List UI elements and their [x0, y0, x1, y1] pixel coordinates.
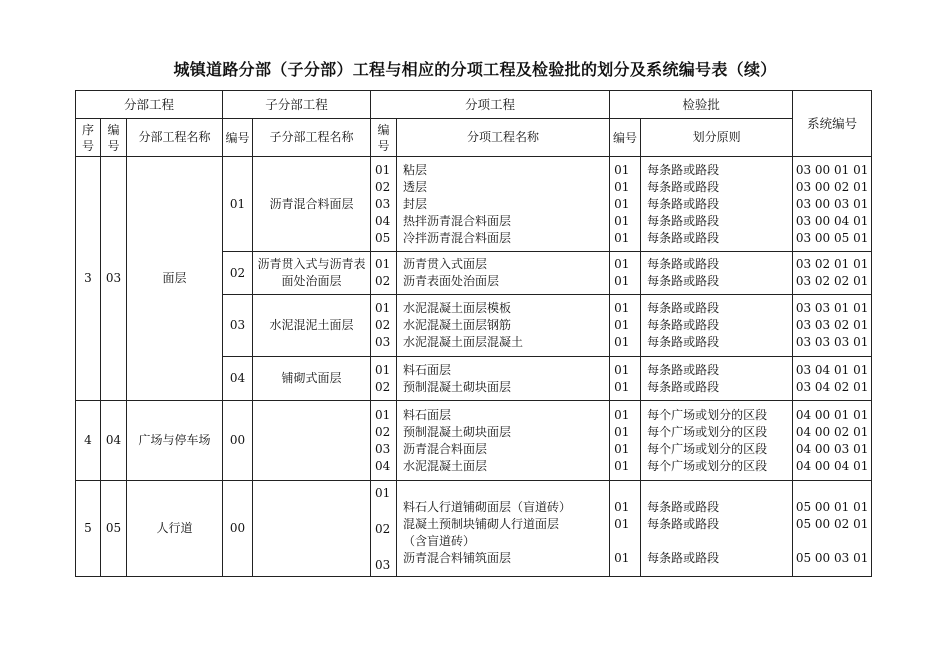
header-num1: 编号 — [101, 119, 127, 157]
batch-principles: 每条路或路段 每条路或路段 每条路或路段 — [641, 481, 793, 577]
item-codes: 01 02 — [371, 357, 397, 401]
table-row — [76, 157, 872, 252]
item-codes: 01 02 03 04 — [371, 401, 397, 481]
item-names: 料石人行道铺砌面层（盲道砖） 混凝土预制块铺砌人行道面层 （含盲道砖） 沥青混合料铺筑面层 — [397, 481, 610, 577]
subdivision-code: 02 — [223, 252, 253, 295]
item-names: 沥青贯入式面层 沥青表面处治面层 — [397, 252, 610, 295]
division-name: 广场与停车场 — [127, 401, 223, 481]
batch-codes: 01 01 01 01 01 — [610, 157, 641, 252]
subdivision-code: 00 — [223, 481, 253, 577]
division-seq: 4 — [76, 401, 101, 481]
batch-principles: 每条路或路段 每条路或路段 每条路或路段 — [641, 295, 793, 357]
subdivision-name — [253, 401, 371, 481]
item-codes: 01 02 03 — [371, 295, 397, 357]
subdivision-code: 01 — [223, 157, 253, 252]
item-codes: 01 02 03 — [371, 481, 397, 577]
batch-codes: 01 01 01 — [610, 481, 641, 577]
header-div-name: 分部工程名称 — [127, 119, 223, 157]
division-name: 人行道 — [127, 481, 223, 577]
header-num3: 编号 — [371, 119, 397, 157]
system-codes: 03 02 01 01 03 02 02 01 — [793, 252, 872, 295]
system-codes: 03 03 01 01 03 03 02 01 03 03 03 01 — [793, 295, 872, 357]
header-item: 分项工程 — [371, 91, 610, 119]
table-row — [76, 481, 872, 577]
page-title: 城镇道路分部（子分部）工程与相应的分项工程及检验批的划分及系统编号表（续） — [173, 60, 777, 79]
header-principle: 划分原则 — [641, 119, 793, 157]
batch-principles: 每条路或路段 每条路或路段 — [641, 252, 793, 295]
header-row-1 — [76, 91, 872, 119]
system-codes: 03 04 01 01 03 04 02 01 — [793, 357, 872, 401]
batch-codes: 01 01 01 — [610, 295, 641, 357]
system-codes: 03 00 01 01 03 00 02 01 03 00 03 01 03 00 04 01 03 00 05 01 — [793, 157, 872, 252]
header-num2: 编号 — [223, 119, 253, 157]
item-names: 料石面层 预制混凝土砌块面层 沥青混合料面层 水泥混凝土面层 — [397, 401, 610, 481]
item-names: 料石面层 预制混凝土砌块面层 — [397, 357, 610, 401]
item-names: 水泥混凝土面层模板 水泥混凝土面层钢筋 水泥混凝土面层混凝土 — [397, 295, 610, 357]
table-row — [76, 401, 872, 481]
division-seq: 5 — [76, 481, 101, 577]
batch-codes: 01 01 — [610, 252, 641, 295]
division-code: 05 — [101, 481, 127, 577]
subdivision-name: 铺砌式面层 — [253, 357, 371, 401]
subdivision-name: 水泥混泥土面层 — [253, 295, 371, 357]
subdivision-code: 04 — [223, 357, 253, 401]
header-division: 分部工程 — [76, 91, 223, 119]
division-code: 03 — [101, 157, 127, 401]
item-codes: 01 02 — [371, 252, 397, 295]
header-system-code: 系统编号 — [793, 91, 872, 157]
header-row-2 — [76, 119, 872, 157]
batch-codes: 01 01 — [610, 357, 641, 401]
batch-principles: 每条路或路段 每条路或路段 每条路或路段 每条路或路段 每条路或路段 — [641, 157, 793, 252]
system-codes: 05 00 01 01 05 00 02 01 05 00 03 01 — [793, 481, 872, 577]
header-batch: 检验批 — [610, 91, 793, 119]
division-code: 04 — [101, 401, 127, 481]
batch-codes: 01 01 01 01 — [610, 401, 641, 481]
header-num4: 编号 — [610, 119, 641, 157]
subdivision-name: 沥青混合料面层 — [253, 157, 371, 252]
batch-principles: 每条路或路段 每条路或路段 — [641, 357, 793, 401]
item-codes: 01 02 03 04 05 — [371, 157, 397, 252]
subdivision-name: 沥青贯入式与沥青表面处治面层 — [253, 252, 371, 295]
header-seq: 序号 — [76, 119, 101, 157]
header-subdivision: 子分部工程 — [223, 91, 371, 119]
header-item-name: 分项工程名称 — [397, 119, 610, 157]
subdivision-name — [253, 481, 371, 577]
division-seq: 3 — [76, 157, 101, 401]
system-codes: 04 00 01 01 04 00 02 01 04 00 03 01 04 00 04 01 — [793, 401, 872, 481]
subdivision-code: 00 — [223, 401, 253, 481]
subdivision-code: 03 — [223, 295, 253, 357]
header-subdiv-name: 子分部工程名称 — [253, 119, 371, 157]
batch-principles: 每个广场或划分的区段 每个广场或划分的区段 每个广场或划分的区段 每个广场或划分的区段 — [641, 401, 793, 481]
item-names: 粘层 透层 封层 热拌沥青混合料面层 冷拌沥青混合料面层 — [397, 157, 610, 252]
division-name: 面层 — [127, 157, 223, 401]
division-table — [75, 90, 872, 577]
